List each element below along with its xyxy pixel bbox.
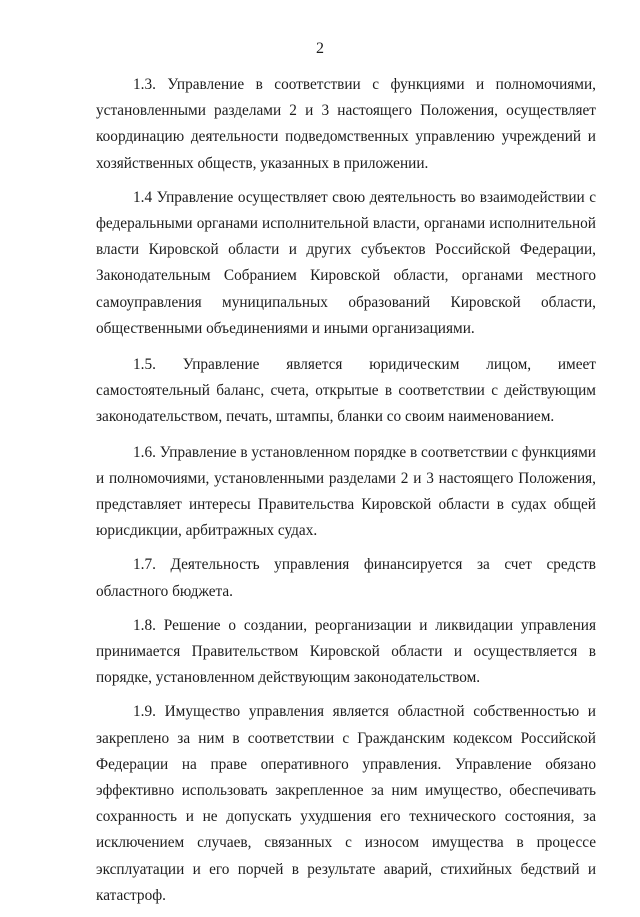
paragraph-1-8: 1.8. Решение о создании, реорганизации и ликвидации управления принимается Правительством Кировской области и осуществляется в порядке, установленном действующим законодательством. xyxy=(96,616,596,687)
paragraph-1-5: 1.5. Управление является юридическим лицом, имеет самостоятельный баланс, счета, открытые в соответствии с действующим законодательством, печать, штампы, бланки со своим наименованием. xyxy=(96,356,596,426)
paragraph-1-4: 1.4 Управление осуществляет свою деятельность во взаимодействии с федеральными органами исполнительной власти, органами исполнительной власти Кировской области и других субъектов Российской Федерации, Законодательным Собранием Кировской области, органами местного самоуправления муниципальных образований Кировской области, общественными объединениями и иными организациями. xyxy=(96,188,596,337)
paragraph-1-6: 1.6. Управление в установленном порядке в соответствии с функциями и полномочиями, установленными разделами 2 и 3 настоящего Положения, представляет интересы Правительства Кировской области в судах общей юрисдикции, арбитражных судах. xyxy=(96,443,596,540)
paragraph-1-7: 1.7. Деятельность управления финансируется за счет средств областного бюджета. xyxy=(96,556,596,600)
page-number: 2 xyxy=(316,40,324,57)
document-body xyxy=(96,72,596,917)
paragraph-1-3: 1.3. Управление в соответствии с функциями и полномочиями, установленными разделами 2 и 3 настоящего Положения, осуществляет координацию деятельности подведомственных управлению учреждений и хозяйственных обществ, указанных в приложении. xyxy=(96,76,596,172)
paragraph-1-9: 1.9. Имущество управления является областной собственностью и закреплено за ним в соответствии с Гражданским кодексом Российской Федерации на праве оперативного управления. Управление обязано эффективно использовать закрепленное за ним имущество, обеспечивать сохранность и не допускать ухудшения его технического состояния, за исключением случаев, связанных с износом имущества в процессе эксплуатации и его порчей в результате аварий, стихийных бедствий и катастроф. xyxy=(96,703,596,904)
